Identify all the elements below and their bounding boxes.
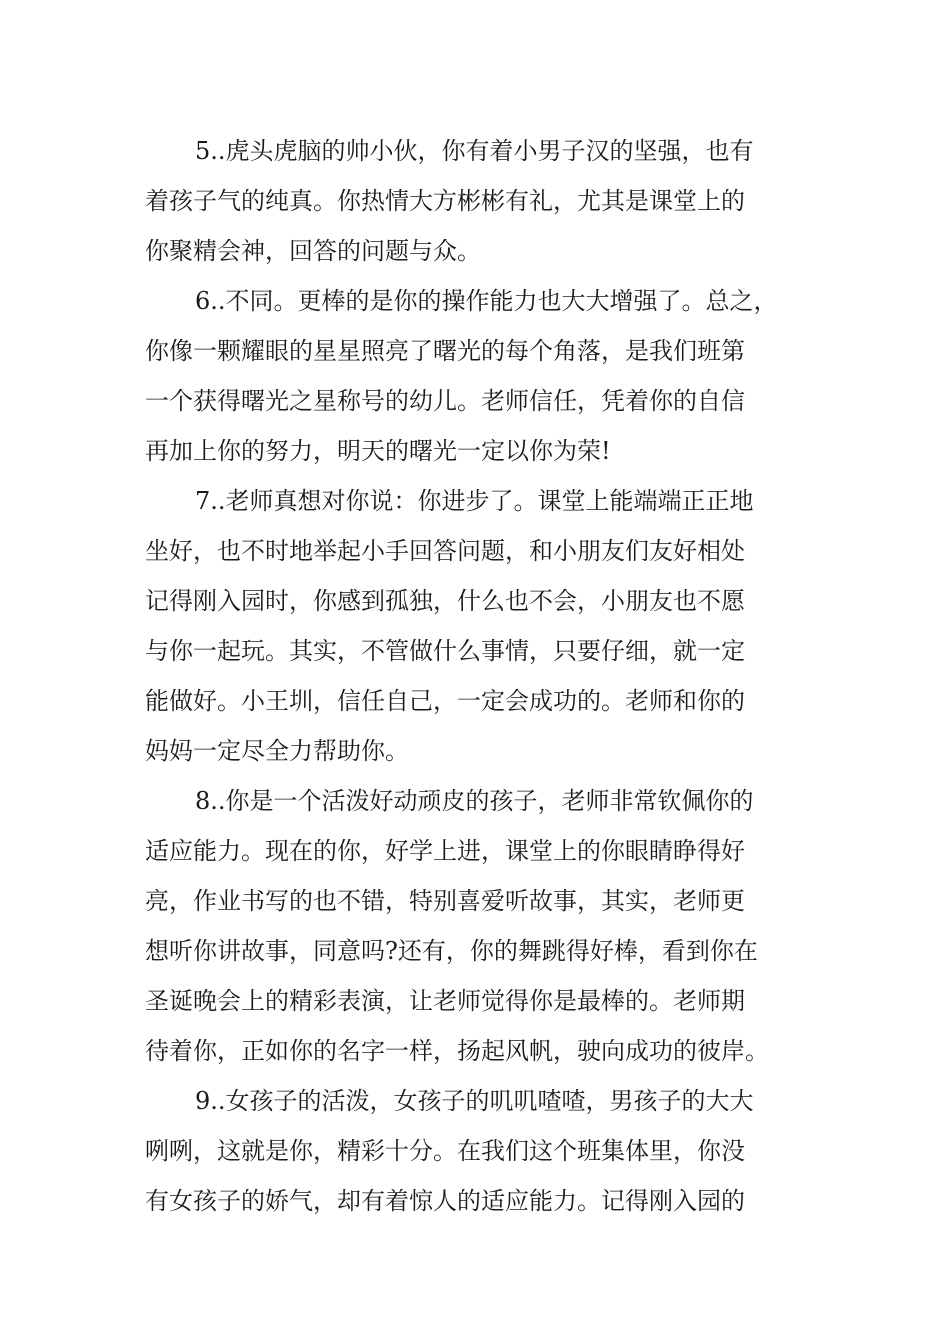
paragraph-7-line-6: 妈妈一定尽全力帮助你。: [145, 737, 409, 765]
document-body: [145, 126, 810, 1226]
paragraph-9-line-2: 咧咧，这就是你，精彩十分。在我们这个班集体里，你没: [145, 1137, 745, 1165]
paragraph-6-line-3: 一个获得曙光之星称号的幼儿。老师信任，凭着你的自信: [145, 387, 745, 415]
paragraph-6-line-1: 6..不同。更棒的是你的操作能力也大大增强了。总之，: [195, 287, 778, 315]
paragraph-7-line-5: 能做好。小王圳，信任自己，一定会成功的。老师和你的: [145, 687, 745, 715]
paragraph-5-line-1: 5..虎头虎脑的帅小伙，你有着小男子汉的坚强，也有: [195, 137, 754, 165]
paragraph-7-line-4: 与你一起玩。其实，不管做什么事情，只要仔细，就一定: [145, 637, 745, 665]
paragraph-7-line-2: 坐好，也不时地举起小手回答问题，和小朋友们友好相处: [145, 537, 745, 565]
paragraph-5-line-2: 着孩子气的纯真。你热情大方彬彬有礼，尤其是课堂上的: [145, 187, 745, 215]
paragraph-8-line-1: 8..你是一个活泼好动顽皮的孩子，老师非常钦佩你的: [195, 787, 754, 815]
paragraph-8-line-6: 待着你，正如你的名字一样，扬起风帆，驶向成功的彼岸。: [145, 1037, 769, 1065]
paragraph-6-line-2: 你像一颗耀眼的星星照亮了曙光的每个角落，是我们班第: [145, 337, 745, 365]
paragraph-9-line-1: 9..女孩子的活泼，女孩子的叽叽喳喳，男孩子的大大: [195, 1087, 754, 1115]
paragraph-5-line-3: 你聚精会神，回答的问题与众。: [145, 237, 481, 265]
paragraph-8-line-3: 亮，作业书写的也不错，特别喜爱听故事，其实，老师更: [145, 887, 745, 915]
paragraph-8-line-5: 圣诞晚会上的精彩表演，让老师觉得你是最棒的。老师期: [145, 987, 745, 1015]
paragraph-9-line-3: 有女孩子的娇气，却有着惊人的适应能力。记得刚入园的: [145, 1187, 745, 1215]
paragraph-7-line-1: 7..老师真想对你说：你进步了。课堂上能端端正正地: [195, 487, 754, 515]
paragraph-6-line-4: 再加上你的努力，明天的曙光一定以你为荣!: [145, 437, 611, 465]
paragraph-7-line-3: 记得刚入园时，你感到孤独，什么也不会，小朋友也不愿: [145, 587, 745, 615]
paragraph-8-line-4: 想听你讲故事，同意吗?还有，你的舞跳得好棒，看到你在: [145, 937, 758, 965]
paragraph-8-line-2: 适应能力。现在的你，好学上进，课堂上的你眼睛睁得好: [145, 837, 745, 865]
